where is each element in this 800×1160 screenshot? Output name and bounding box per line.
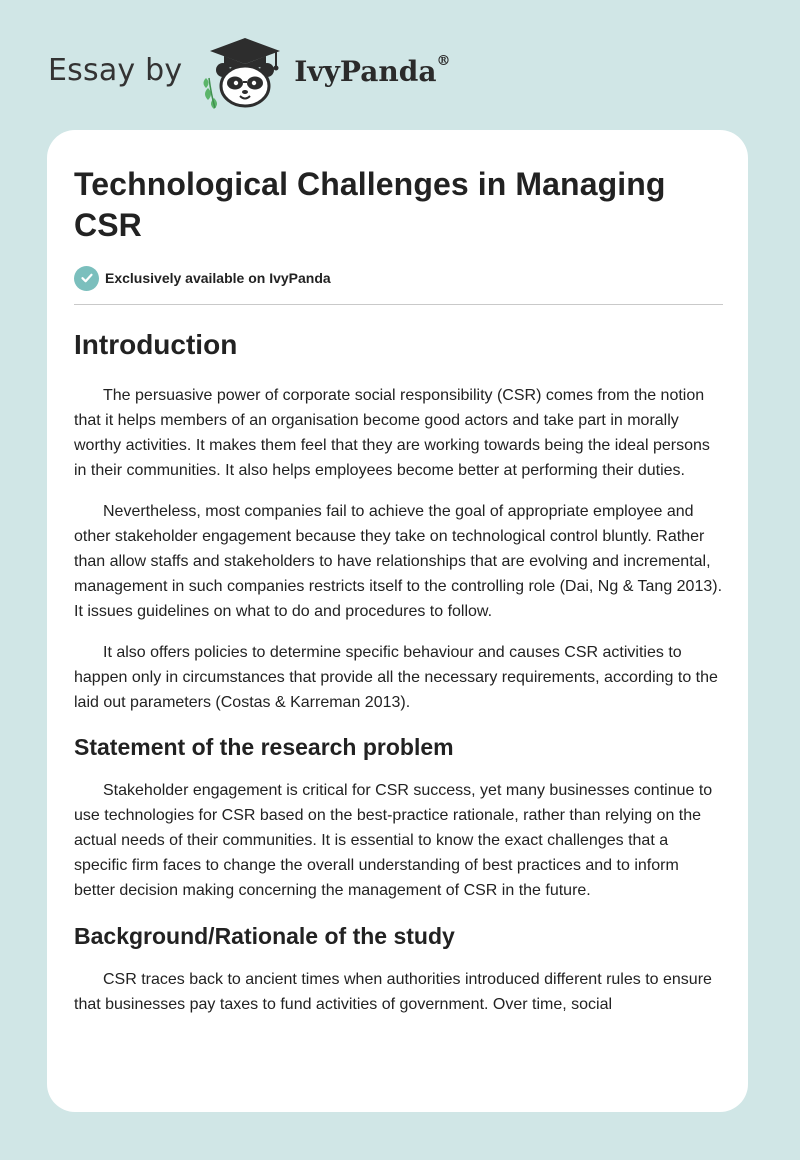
essay-card — [47, 130, 748, 1112]
check-icon — [74, 266, 99, 291]
section-heading-research-problem: Statement of the research problem — [74, 734, 454, 760]
title-divider — [74, 304, 723, 305]
essay-content — [74, 164, 724, 1017]
site-header — [48, 34, 450, 110]
section-heading-introduction: Introduction — [74, 329, 238, 360]
paragraph: CSR traces back to ancient times when authorities introduced different rules to ensure that businesses pay taxes to fund activities of government. Over time, social — [74, 971, 712, 1013]
exclusive-badge — [74, 265, 724, 291]
essay-by-label: Essay by — [48, 52, 183, 88]
section-heading-background: Background/Rationale of the study — [74, 923, 455, 949]
registered-mark: ® — [436, 52, 451, 69]
brand-name[interactable] — [294, 52, 451, 88]
exclusive-badge-text: Exclusively available on IvyPanda — [105, 270, 331, 286]
panda-logo-icon[interactable] — [200, 34, 290, 110]
paragraph: Stakeholder engagement is critical for CSR success, yet many businesses continue to use technologies for CSR based on the best-practice rationale, rather than relying on the actual needs of their communities. It is essential to know the exact challenges that a specific firm faces to change the overall understanding of best practices and to inform better decision making concerning the management of CSR in the future. — [74, 782, 713, 899]
paragraph: The persuasive power of corporate social responsibility (CSR) comes from the notion that it helps members of an organisation become good actors and take part in morally worthy activities. It makes them feel that they are working towards being the ideal persons in their communities. It also helps employees become better at performing their duties. — [74, 387, 710, 479]
essay-title: Technological Challenges in Managing CSR — [74, 166, 666, 243]
brand-text: IvyPanda — [294, 54, 437, 88]
paragraph: Nevertheless, most companies fail to achieve the goal of appropriate employee and other stakeholder engagement because they take on technological control bluntly. Rather than allow staffs and stakeholders to have relationships that are evolving and incremental, management in such companies restricts itself to the controlling role (Dai, Ng & Tang 2013). It issues guidelines on what to do and procedures to follow. — [74, 503, 723, 620]
paragraph: It also offers policies to determine specific behaviour and causes CSR activities to happen only in circumstances that provide all the necessary requirements, according to the laid out parameters (Costas & Karreman 2013). — [74, 644, 718, 711]
